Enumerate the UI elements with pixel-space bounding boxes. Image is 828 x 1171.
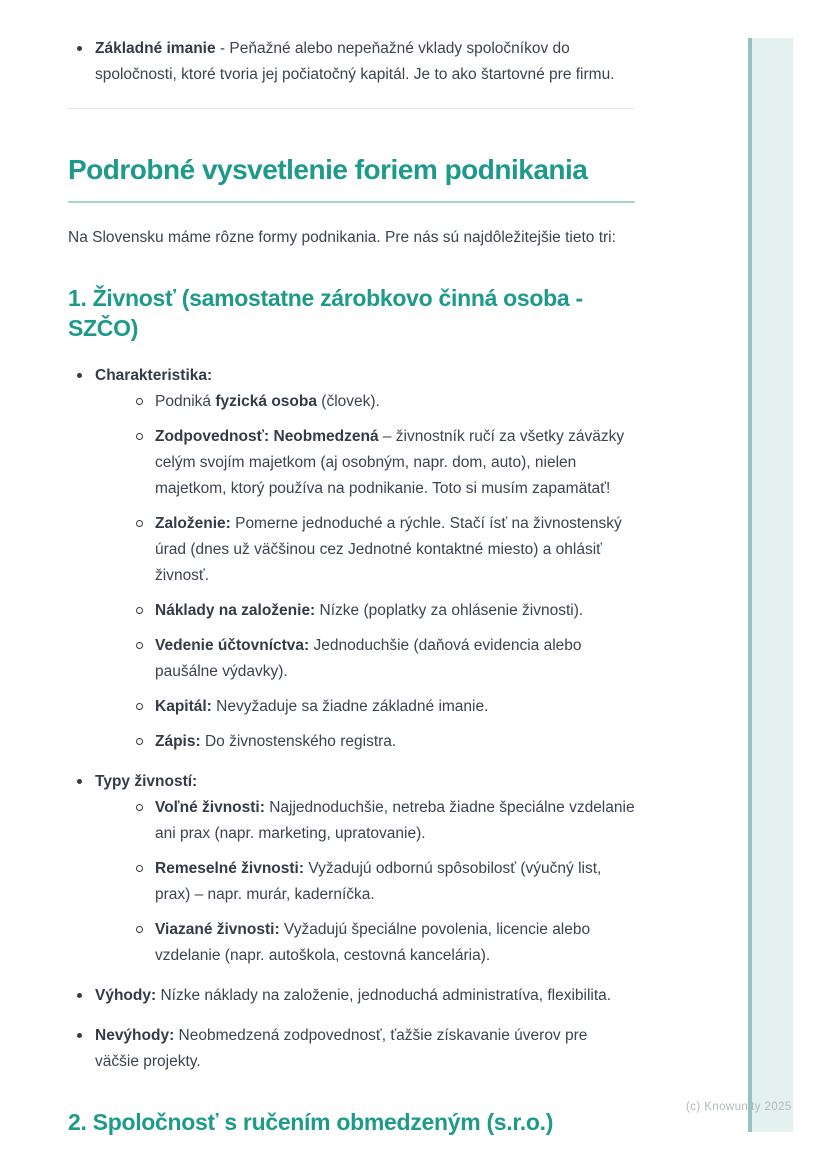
section-1-heading: 1. Živnosť (samostatne zárobkovo činná osoba - SZČO) bbox=[68, 285, 583, 341]
list-item: Náklady na založenie: Nízke (poplatky za ohlásenie živnosti). bbox=[128, 598, 635, 624]
list-item-vyhody: Výhody: Nízke náklady na založenie, jednoduchá administratíva, flexibilita. bbox=[68, 983, 635, 1009]
page-title: Podrobné vysvetlenie foriem podnikania bbox=[68, 153, 635, 203]
list-item-typy-zivnosti bbox=[68, 769, 635, 969]
list-item: Zápis: Do živnostenského registra. bbox=[128, 729, 635, 755]
list-item: Remeselné živnosti: Vyžadujú odbornú spôsobilosť (výučný list, prax) – napr. murár, kaderníčka. bbox=[128, 856, 635, 908]
term-definition: - Peňažné alebo nepeňažné vklady spoločníkov do spoločnosti, ktoré tvoria jej počiatočný kapitál. Je to ako štartovné pre firmu. bbox=[95, 40, 615, 83]
list-item-label: Charakteristika: bbox=[95, 367, 213, 384]
list-item-nevyhody: Nevýhody: Neobmedzená zodpovednosť, ťažšie získavanie úverov pre väčšie projekty. bbox=[68, 1023, 635, 1075]
document-content bbox=[68, 36, 635, 1137]
typy-sublist bbox=[128, 795, 635, 969]
section-2-heading: 2. Spoločnosť s ručením obmedzeným (s.r.o.) bbox=[68, 1109, 554, 1135]
list-item: Viazané živnosti: Vyžadujú špeciálne povolenia, licencie alebo vzdelanie (napr. autoškola, cestovná kancelária). bbox=[128, 917, 635, 969]
list-item: Zodpovednosť: Neobmedzená – živnostník ručí za všetky záväzky celým svojím majetkom (aj osobným, napr. dom, auto), nielen majetkom, ktorý používa na podnikanie. Toto si musím zapamätať! bbox=[128, 424, 635, 502]
section-divider bbox=[68, 108, 635, 109]
list-item bbox=[68, 36, 635, 88]
list-item: Podniká fyzická osoba (človek). bbox=[128, 389, 635, 415]
page-edge-decoration bbox=[748, 38, 793, 1132]
list-item: Kapitál: Nevyžaduje sa žiadne základné imanie. bbox=[128, 694, 635, 720]
intro-paragraph: Na Slovensku máme rôzne formy podnikania. Pre nás sú najdôležitejšie tieto tri: bbox=[68, 229, 616, 246]
charakteristika-sublist bbox=[128, 389, 635, 755]
summary-list bbox=[68, 36, 635, 88]
list-item: Vedenie účtovníctva: Jednoduchšie (daňová evidencia alebo paušálne výdavky). bbox=[128, 633, 635, 685]
list-item-label: Typy živností: bbox=[95, 773, 198, 790]
term-label: Základné imanie bbox=[95, 40, 216, 57]
copyright-notice: (c) Knowunity 2025 bbox=[686, 1101, 792, 1113]
list-item: Založenie: Pomerne jednoduché a rýchle. Stačí ísť na živnostenský úrad (dnes už väčšinou cez Jednotné kontaktné miesto) a ohlásiť živnosť. bbox=[128, 511, 635, 589]
list-item-charakteristika bbox=[68, 363, 635, 755]
list-item: Voľné živnosti: Najjednoduchšie, netreba žiadne špeciálne vzdelanie ani prax (napr. marketing, upratovanie). bbox=[128, 795, 635, 847]
section-1-list bbox=[68, 363, 635, 1075]
